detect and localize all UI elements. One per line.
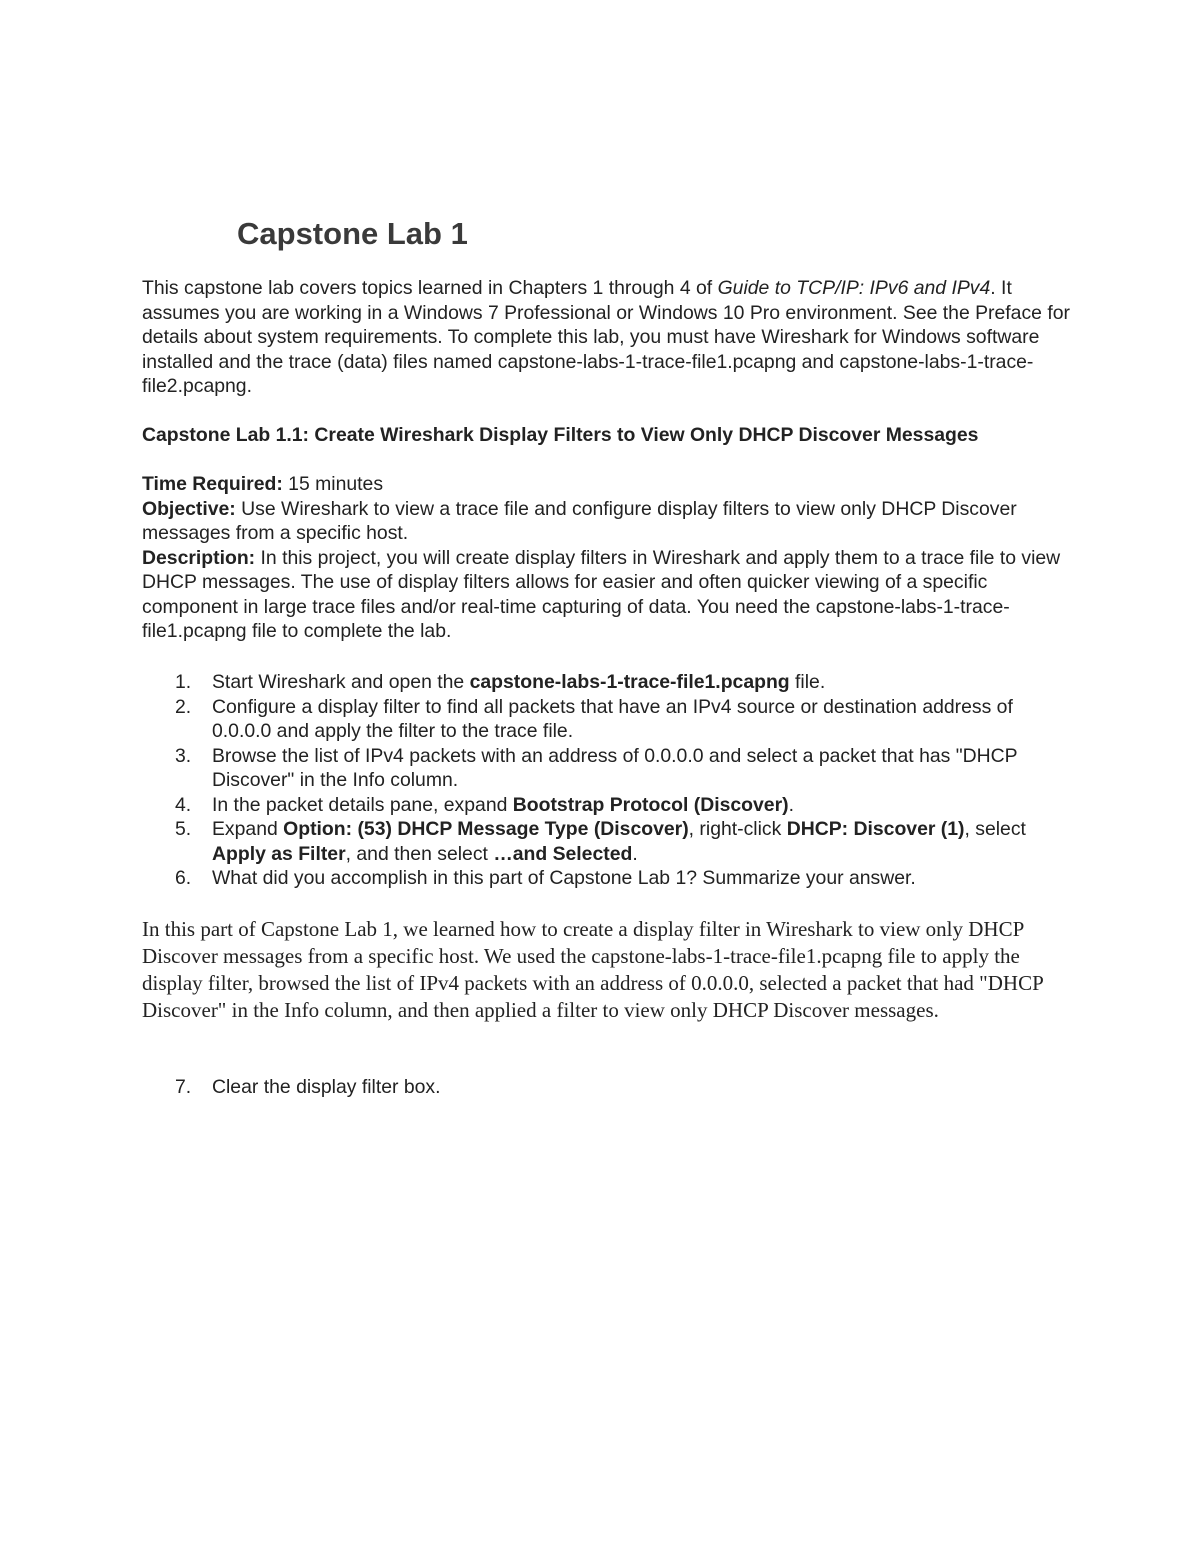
step-bold-text: Bootstrap Protocol (Discover) — [512, 793, 789, 816]
step-bold-text: Apply as Filter — [212, 842, 346, 865]
lab-heading: Capstone Lab 1.1: Create Wireshark Display Filters to View Only DHCP Discover Messages — [142, 424, 979, 446]
step-text: , and then select — [345, 842, 494, 865]
step-number: 1. — [175, 671, 192, 693]
intro-text-start: This capstone lab covers topics learned in Chapters 1 through 4 of — [142, 277, 718, 299]
objective-value: Use Wireshark to view a trace file and configure display filters to view only DHCP Discover messages from a specific host. — [142, 497, 1017, 544]
steps-list-continued — [142, 1075, 1072, 1100]
step-bold-text: DHCP: Discover (1) — [786, 818, 965, 840]
answer-paragraph: In this part of Capstone Lab 1, we learned how to create a display filter in Wireshark to view only DHCP Discover messages from a specific host. We used the capstone-labs-1-trace-file1.pcapng file to apply the display filter, browsed the list of IPv4 packets with an address of 0.0.0.0, selected a packet that had "DHCP Discover" in the Info column, and then applied a filter to view only DHCP Discover messages. — [142, 917, 1043, 1022]
description-value: In this project, you will create display filters in Wireshark and apply them to a trace file to view DHCP messages. The use of display filters allows for easier and often quicker viewing of a specific component in large trace files and/or real-time capturing of data. You need the capstone-labs-1-trace-file1.pcapng file to complete the lab. — [142, 546, 1061, 642]
step-number: 7. — [175, 1076, 192, 1098]
step-text: file. — [789, 671, 826, 693]
step-text: , select — [964, 818, 1026, 840]
step-bold-text: Option: (53) DHCP Message Type (Discover) — [283, 818, 689, 840]
list-item — [142, 695, 1072, 744]
step-text: Configure a display filter to find all packets that have an IPv4 source or destination address of 0.0.0.0 and apply the filter to the trace file. — [212, 695, 1013, 742]
time-required-value: 15 minutes — [282, 473, 384, 495]
intro-text-end: . It assumes you are working in a Windows 7 Professional or Windows 10 Pro environment. See the Preface for details about system requirements. To complete this lab, you must have Wireshark for Windows software installed and the trace (data) files named capstone-labs-1-trace-file1.pcapng and capstone-labs-1-trace-file2.pcapng. — [142, 277, 1070, 397]
step-text: , right-click — [688, 818, 787, 840]
book-title: Guide to TCP/IP: IPv6 and IPv4 — [717, 277, 991, 299]
intro-paragraph — [142, 276, 1072, 399]
step-number: 4. — [175, 793, 192, 816]
step-number: 3. — [175, 744, 192, 767]
list-item — [142, 793, 1072, 818]
step-text: Expand — [212, 818, 284, 840]
step-text: Clear the display filter box. — [212, 1076, 441, 1098]
step-number: 2. — [175, 695, 192, 718]
step-text: Start Wireshark and open the — [212, 671, 470, 693]
time-required — [142, 472, 1072, 497]
objective — [142, 497, 1072, 546]
description — [142, 546, 1072, 644]
description-label: Description: — [142, 546, 256, 569]
lab-meta — [142, 472, 1072, 644]
step-text: . — [788, 793, 794, 816]
steps-list — [142, 670, 1072, 891]
step-text: . — [632, 842, 638, 865]
step-number: 5. — [175, 818, 192, 840]
step-text: What did you accomplish in this part of Capstone Lab 1? Summarize your answer. — [212, 867, 916, 889]
step-bold-text: …and Selected — [493, 842, 633, 865]
list-item — [142, 744, 1072, 793]
step-text: Browse the list of IPv4 packets with an address of 0.0.0.0 and select a packet that has "DHCP Discover" in the Info column. — [212, 744, 1018, 791]
document-title: Capstone Lab 1 — [237, 216, 468, 251]
step-number: 6. — [175, 867, 192, 889]
list-item — [142, 866, 1072, 891]
step-text: In the packet details pane, expand — [212, 793, 513, 816]
list-item — [142, 1075, 1072, 1100]
time-required-label: Time Required: — [142, 473, 283, 495]
step-bold-text: capstone-labs-1-trace-file1.pcapng — [469, 671, 790, 693]
objective-label: Objective: — [142, 497, 236, 520]
list-item — [142, 817, 1072, 866]
list-item — [142, 670, 1072, 695]
